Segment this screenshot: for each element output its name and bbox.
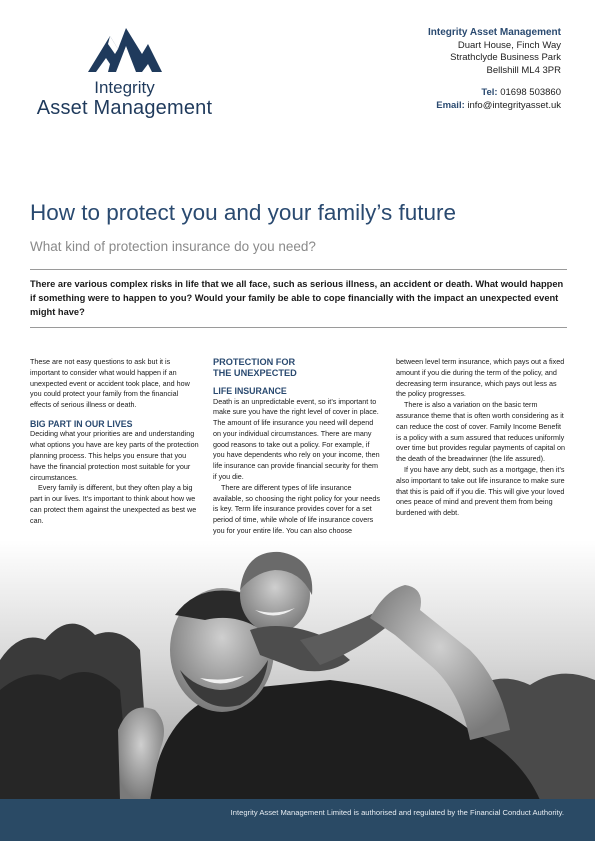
column-3 xyxy=(396,357,568,519)
col1-paragraph-2: Deciding what your priorities are and understanding what options you have are key parts of the protection planning process. This helps you ensure that you have the financial protection most suitable for your circumstances. xyxy=(30,429,199,482)
company-logo xyxy=(22,24,222,119)
logo-name-line1: Integrity xyxy=(94,78,155,97)
col1-paragraph-3: Every family is different, but they often play a big part in our lives. It’s important to think about how we can protect them against the unexpected as best we can. xyxy=(30,483,197,525)
col2-heading: LIFE INSURANCE xyxy=(213,386,287,396)
col2-main-heading-line2: THE UNEXPECTED xyxy=(213,367,297,378)
contact-email xyxy=(428,100,561,113)
mountain-logo-icon xyxy=(88,24,162,74)
page-title: How to protect you and your family’s future xyxy=(30,200,457,225)
divider-top xyxy=(30,269,567,270)
contact-block xyxy=(428,27,561,112)
footer-disclaimer: Integrity Asset Management Limited is authorised and regulated by the Financial Conduct Authority. xyxy=(230,808,564,817)
col3-paragraph-3: If you have any debt, such as a mortgage, then it’s also important to take out life insurance to make sure that this is paid off if you die. This will give your loved ones peace of mind and prevent them from being burdened with debt. xyxy=(396,464,565,518)
column-1 xyxy=(30,357,200,527)
email-address[interactable]: info@integrityasset.uk xyxy=(467,99,561,111)
tel-label: Tel: xyxy=(481,87,498,98)
col2-paragraph-2: There are different types of life insurance available, so choosing the right policy for your needs is key. Term life insurance provides cover for a set period of time, while whole of life insurance covers you for your entire life. You can also choose xyxy=(213,482,381,536)
divider-bottom xyxy=(30,327,567,328)
col1-heading: BIG PART IN OUR LIVES xyxy=(30,418,133,429)
email-label: Email: xyxy=(436,99,465,111)
logo-name-line2: Asset Management xyxy=(36,97,213,119)
col3-paragraph-2: There is also a variation on the basic term assurance theme that is often worth considering as it can reduce the cost of cover. Family Income Benefit is a policy with a sum assured that reduces uniformly over time but provides regular payments of capital on the death of the breadwinner (the life assured). xyxy=(396,400,565,464)
footer-bar xyxy=(0,799,595,841)
contact-company: Integrity Asset Management xyxy=(428,27,561,38)
page-subtitle: What kind of protection insurance do you need? xyxy=(30,239,316,254)
col2-main-heading-line1: PROTECTION FOR xyxy=(213,357,296,367)
contact-address-line1: Duart House, Finch Way xyxy=(457,39,561,51)
col3-paragraph-1: between level term insurance, which pays out a fixed amount if you die during the term of the policy, and decreasing term insurance, which pays out less as the policy progresses. xyxy=(396,357,565,399)
col1-paragraph-1: These are not easy questions to ask but it is important to consider what would happen if an unexpected event or accident took place, and how you could protect your family from the financial effects of serious illness or death. xyxy=(30,357,190,410)
family-photo xyxy=(0,540,595,800)
column-2 xyxy=(213,357,383,537)
col2-paragraph-1: Death is an unpredictable event, so it’s important to make sure you have the right level of cover in place. The amount of life insurance you need will depend on your individual circumstances. There are many good reasons to take out a policy. For example, if you have dependents who rely on your income, then life insurance can provide financial security for them if you die. xyxy=(213,396,380,482)
intro-paragraph: There are various complex risks in life that we all face, such as serious illness, an accident or death. What would happen if something were to happen to you? Would your family be able to cope financially with the impact an unexpected event might have? xyxy=(30,279,564,317)
tel-number[interactable]: 01698 503860 xyxy=(500,87,561,98)
contact-address-line2: Strathclyde Business Park xyxy=(450,52,561,63)
contact-address-line3: Bellshill ML4 3PR xyxy=(486,64,561,76)
contact-tel xyxy=(428,87,561,100)
